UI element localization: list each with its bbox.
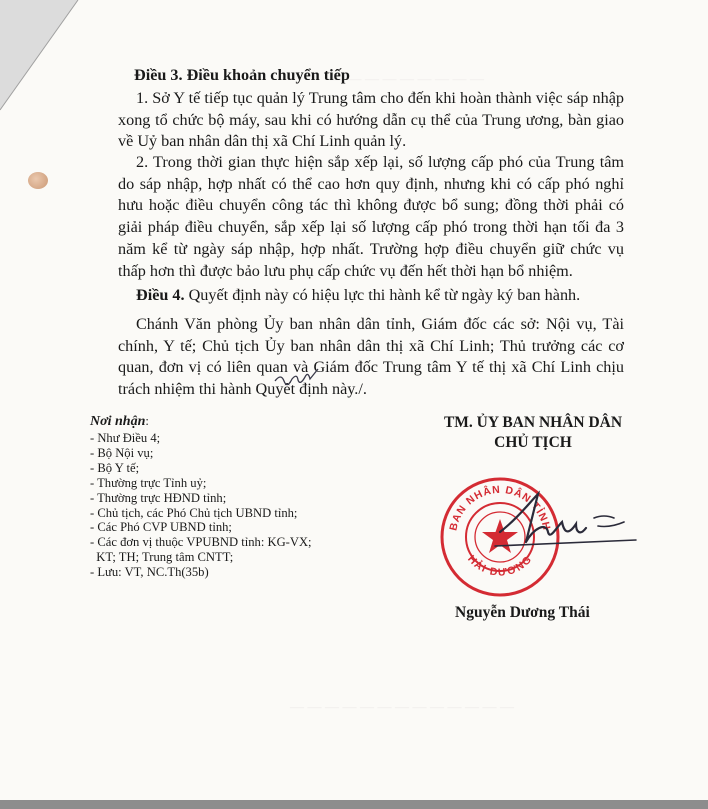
svg-text:BAN NHÂN DÂN TỈNH: BAN NHÂN DÂN TỈNH bbox=[447, 483, 553, 532]
recipient-item: - Bộ Y tế; bbox=[90, 460, 140, 475]
article-4-text: Quyết định này có hiệu lực thi hành kể từ ngày ký ban hành. bbox=[184, 286, 581, 304]
handwritten-initials bbox=[272, 366, 320, 388]
signature-line-1: TM. ỦY BAN NHÂN DÂN bbox=[443, 414, 623, 431]
recipient-item: KT; TH; Trung tâm CNTT; bbox=[90, 550, 234, 565]
article-3-paragraph-1-text: 1. Sở Y tế tiếp tục quản lý Trung tâm cho đến khi hoàn thành việc sáp nhập xong tổ chức bộ máy, sau khi có hướng dẫn cụ thể của Trung ương, bàn giao về Uỷ ban nhân dân thị xã Chí Linh quản lý. bbox=[118, 89, 624, 151]
article-4-paragraph-2 bbox=[118, 314, 624, 401]
article-4-label: Điều 4. bbox=[136, 286, 185, 304]
folded-corner bbox=[0, 0, 80, 112]
recipient-item: - Các Phó CVP UBND tỉnh; bbox=[90, 520, 232, 535]
recipient-item: - Chủ tịch, các Phó Chủ tịch UBND tỉnh; bbox=[90, 505, 298, 520]
recipient-item: - Thường trực HĐND tỉnh; bbox=[90, 490, 227, 505]
article-4-paragraph-1 bbox=[118, 285, 624, 307]
article-3-paragraph-2-text: 2. Trong thời gian thực hiện sắp xếp lại, số lượng cấp phó của Trung tâm do sáp nhập, hợp nhất có thể cao hơn quy định, nhưng khi có cấp phó nghỉ hưu hoặc điều chuyển công tác thì không được bổ sung; đồng thời phải có giải pháp điều chuyển, sắp xếp lại số lượng cấp phó trong thời hạn tối đa 3 năm kể từ ngày sáp nhập, hợp nhất. Trường hợp điều chuyển giữ chức vụ thấp hơn thì được bảo lưu phụ cấp chức vụ đến hết thời hạn bổ nhiệm. bbox=[118, 153, 624, 280]
article-3-paragraph-2 bbox=[118, 152, 624, 282]
page-bottom-edge bbox=[0, 800, 708, 809]
recipient-item: - Bộ Nội vụ; bbox=[90, 445, 154, 460]
article-3-paragraph-1 bbox=[118, 88, 624, 153]
handwritten-signature bbox=[490, 488, 640, 558]
signer-name: Nguyễn Dương Thái bbox=[455, 604, 590, 621]
article-4-paragraph-2-text: Chánh Văn phòng Ủy ban nhân dân tỉnh, Giám đốc các sở: Nội vụ, Tài chính, Y tế; Chủ tịch Ủy ban nhân dân thị xã Chí Linh; Thủ trưởng các cơ quan, đơn vị có liên quan và Giám đốc Trung tâm Y tế thị xã Chí Linh chịu trách nhiệm thi hành Quyết định này./. bbox=[118, 315, 624, 399]
recipients-title: Nơi nhận bbox=[90, 414, 146, 429]
recipient-item: - Các đơn vị thuộc VPUBND tỉnh: KG-VX; bbox=[90, 535, 312, 550]
signature-line-2: CHỦ TỊCH bbox=[494, 434, 572, 451]
recipients-block: Nơi nhận: - Như Điều 4; - Bộ Nội vụ; - Bộ Y tế; - Thường trực Tỉnh uỷ; - Thường trực HĐND tỉnh; - Chủ tịch, các Phó Chủ tịch UBND tỉnh; - Các Phó CVP UBND tỉnh; - Các đơn vị thuộc VPUBND tỉnh: KG-VX; KT; TH; Trung tâm CNTT; - Lưu: VT, NC.Th(35b) bbox=[90, 414, 312, 580]
recipient-item: - Lưu: VT, NC.Th(35b) bbox=[90, 565, 209, 580]
recipient-item: - Thường trực Tỉnh uỷ; bbox=[90, 475, 207, 490]
signature-title-block bbox=[438, 413, 628, 453]
svg-text:HẢI DƯƠNG: HẢI DƯƠNG bbox=[465, 553, 535, 579]
article-3-heading: Điều 3. Điều khoản chuyển tiếp bbox=[134, 66, 350, 84]
recipient-item: - Như Điều 4; bbox=[90, 431, 161, 445]
punch-hole-mark bbox=[28, 172, 48, 189]
